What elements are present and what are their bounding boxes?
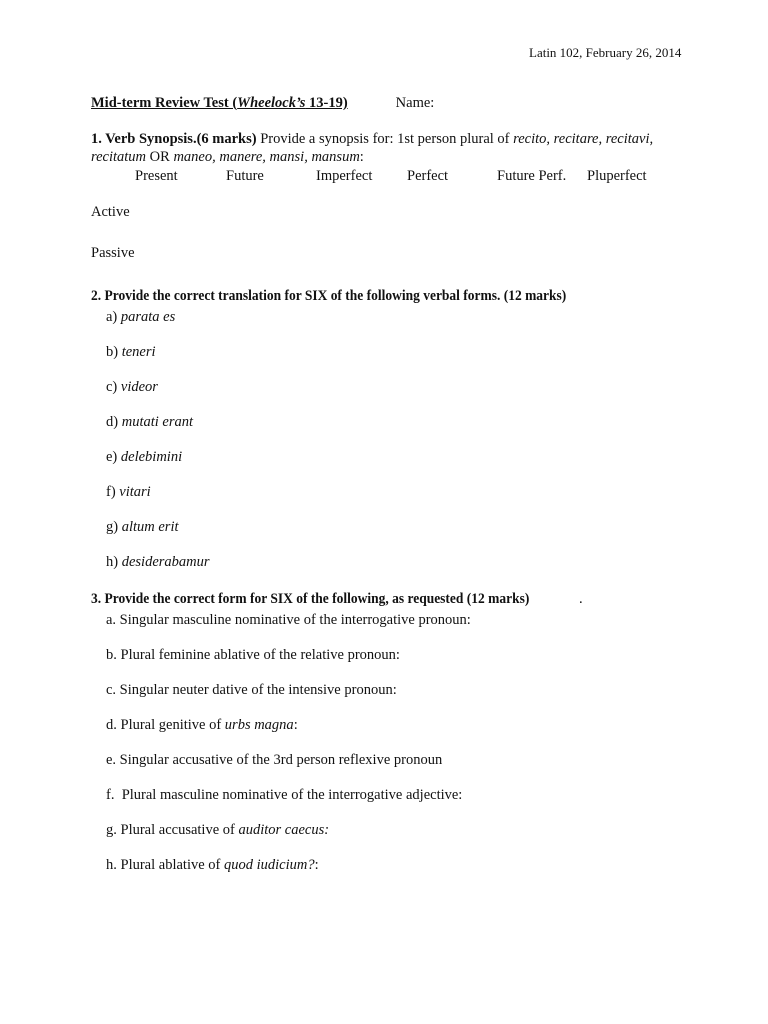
list-item: d. Plural genitive of urbs magna: — [106, 717, 298, 733]
list-item: d) mutati erant — [106, 414, 194, 430]
tense-future: Future — [226, 168, 264, 184]
header-course-date: Latin 102, February 26, 2014 — [529, 45, 682, 60]
tense-pluperfect: Pluperfect — [587, 168, 647, 184]
q2-heading: 2. Provide the correct translation for SIX of the following verbal forms. (12 marks) — [91, 288, 567, 304]
list-item: a. Singular masculine nominative of the interrogative pronoun: — [106, 612, 471, 628]
list-item: c. Singular neuter dative of the intensive pronoun: — [106, 682, 397, 698]
voice-active: Active — [91, 204, 130, 220]
q1-number-label: 1. Verb Synopsis.(6 marks) — [91, 131, 257, 147]
document-title — [91, 94, 434, 112]
title-underlined: Mid-term Review Test (Wheelock’s 13-19) — [91, 95, 348, 111]
q3-heading: 3. Provide the correct form for SIX of the following, as requested (12 marks) — [91, 591, 530, 607]
q1-line2: recitatum OR maneo, manere, mansi, mansum: — [91, 149, 364, 165]
tense-perfect: Perfect — [407, 168, 449, 184]
list-item: e) delebimini — [106, 449, 183, 465]
list-item: h. Plural ablative of quod iudicium?: — [106, 857, 319, 873]
list-item: b) teneri — [106, 344, 156, 360]
list-item: f) vitari — [106, 484, 151, 500]
list-item: c) videor — [106, 379, 158, 395]
list-item: h) desiderabamur — [106, 554, 210, 570]
q3-heading-period: . — [579, 591, 583, 607]
voice-passive: Passive — [91, 245, 135, 261]
list-item: g) altum erit — [106, 519, 179, 535]
tense-present: Present — [135, 168, 178, 184]
tense-imperfect: Imperfect — [316, 168, 373, 184]
list-item: e. Singular accusative of the 3rd person reflexive pronoun — [106, 752, 443, 768]
q1-line1: 1. Verb Synopsis.(6 marks) Provide a synopsis for: 1st person plural of recito, recitare, recitavi, — [91, 131, 654, 147]
tense-future-perfect: Future Perf. — [497, 168, 567, 184]
list-item: a) parata es — [106, 309, 176, 325]
list-item: f. Plural masculine nominative of the interrogative adjective: — [106, 787, 463, 803]
list-item: b. Plural feminine ablative of the relative pronoun: — [106, 647, 400, 663]
name-label: Name: — [395, 95, 435, 111]
list-item: g. Plural accusative of auditor caecus: — [106, 822, 330, 838]
